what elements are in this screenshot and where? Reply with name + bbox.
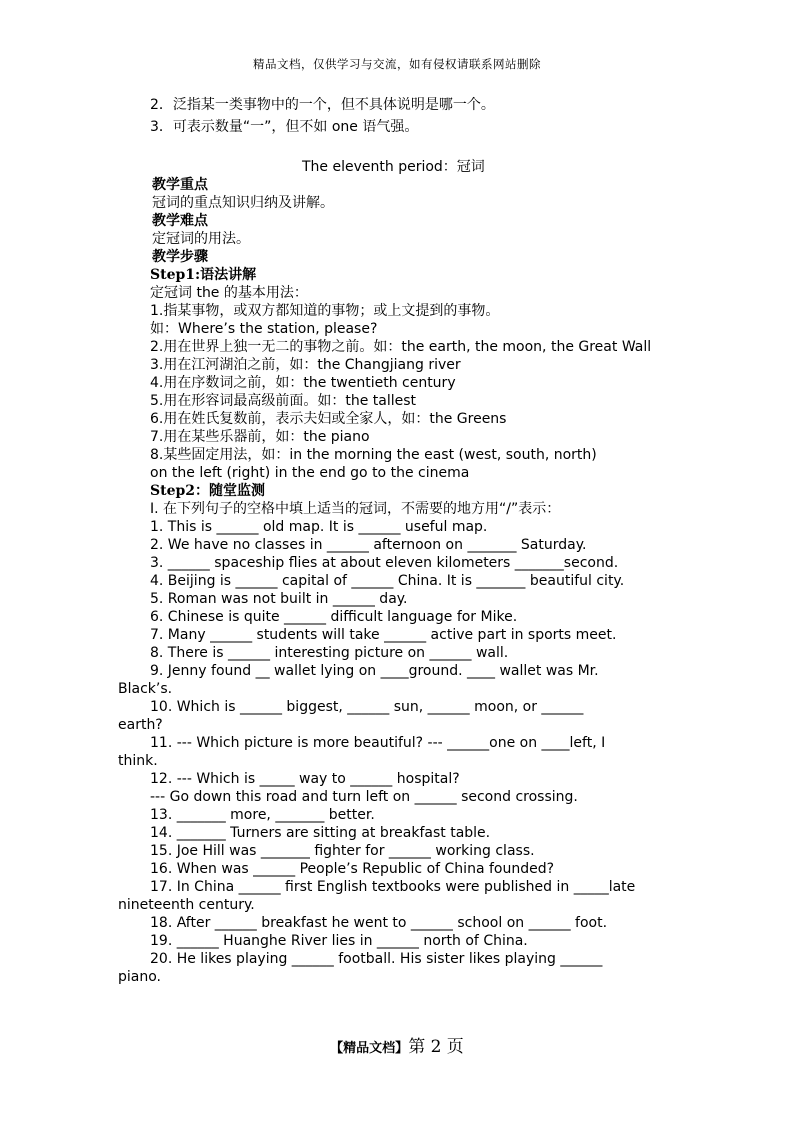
exercise-line: Black’s. bbox=[118, 681, 173, 697]
focus-text: 冠词的重点知识归纳及讲解。 bbox=[152, 195, 334, 211]
exercise-line: piano. bbox=[118, 969, 161, 985]
step1-line: 4.用在序数词之前，如：the twentieth century bbox=[150, 375, 456, 391]
exercise-line: 15. Joe Hill was _______ fighter for ______ working class. bbox=[150, 843, 535, 859]
exercise-line: 6. Chinese is quite ______ difficult language for Mike. bbox=[150, 609, 518, 625]
exercise-line: 14. _______ Turners are sitting at breakfast table. bbox=[150, 825, 491, 841]
exercise-line: 11. --- Which picture is more beautiful? --- ______one on ____left, I bbox=[150, 735, 606, 751]
step1-heading: Step1:语法讲解 bbox=[150, 267, 257, 283]
step1-line: 2.用在世界上独一无二的事物之前。如：the earth, the moon, the Great Wall bbox=[150, 339, 652, 355]
step1-line: on the left (right) in the end go to the cinema bbox=[150, 465, 470, 481]
exercise-line: earth? bbox=[118, 717, 163, 733]
exercise-line: 2. We have no classes in ______ afternoon on _______ Saturday. bbox=[150, 537, 587, 553]
exercise-line: 16. When was ______ People’s Republic of China founded? bbox=[150, 861, 555, 877]
exercise-line: 4. Beijing is ______ capital of ______ China. It is _______ beautiful city. bbox=[150, 573, 625, 589]
intro-line: 3．可表示数量“一”，但不如 one 语气强。 bbox=[150, 119, 419, 135]
focus-heading: 教学重点 bbox=[152, 177, 208, 193]
steps-heading: 教学步骤 bbox=[152, 249, 208, 265]
step1-line: 定冠词 the 的基本用法： bbox=[150, 285, 308, 301]
step1-line: 如：Where’s the station, please? bbox=[150, 321, 378, 337]
difficulty-heading: 教学难点 bbox=[152, 213, 208, 229]
exercise-line: 18. After ______ breakfast he went to ______ school on ______ foot. bbox=[150, 915, 608, 931]
exercise-line: 10. Which is ______ biggest, ______ sun, ______ moon, or ______ bbox=[150, 699, 584, 715]
exercise-line: 1. This is ______ old map. It is ______ useful map. bbox=[150, 519, 488, 535]
step1-line: 5.用在形容词最高级前面。如：the tallest bbox=[150, 393, 417, 409]
step1-line: 3.用在江河湖泊之前，如：the Changjiang river bbox=[150, 357, 461, 373]
step1-line: 1.指某事物，或双方都知道的事物；或上文提到的事物。 bbox=[150, 303, 500, 319]
step1-line: 7.用在某些乐器前，如：the piano bbox=[150, 429, 370, 445]
period-title: The eleventh period：冠词 bbox=[302, 159, 485, 175]
page-header: 精品文档，仅供学习与交流，如有侵权请联系网站删除 bbox=[253, 57, 541, 71]
exercise-line: 5. Roman was not built in ______ day. bbox=[150, 591, 408, 607]
step1-line: 6.用在姓氏复数前，表示夫妇或全家人，如：the Greens bbox=[150, 411, 507, 427]
exercise-line: 9. Jenny found __ wallet lying on ____ground. ____ wallet was Mr. bbox=[150, 663, 599, 679]
exercise-line: 17. In China ______ first English textbooks were published in _____late bbox=[150, 879, 636, 895]
exercise-line: nineteenth century. bbox=[118, 897, 255, 913]
exercise-line: 3. ______ spaceship flies at about eleven kilometers _______second. bbox=[150, 555, 619, 571]
exercise-line: 7. Many ______ students will take ______ active part in sports meet. bbox=[150, 627, 617, 643]
exercise-line: 19. ______ Huanghe River lies in ______ north of China. bbox=[150, 933, 528, 949]
page-footer bbox=[0, 1032, 794, 1057]
difficulty-text: 定冠词的用法。 bbox=[152, 231, 250, 247]
step1-line: 8.某些固定用法，如：in the morning the east (west, south, north) bbox=[150, 447, 597, 463]
exercise-line: 13. _______ more, _______ better. bbox=[150, 807, 375, 823]
footer-tag: 【精品文档】 bbox=[330, 1041, 409, 1056]
exercise-line: 8. There is ______ interesting picture on ______ wall. bbox=[150, 645, 509, 661]
exercise-line: --- Go down this road and turn left on ______ second crossing. bbox=[150, 789, 578, 805]
page-number: 第 2 页 bbox=[408, 1037, 464, 1057]
exercise-line: think. bbox=[118, 753, 158, 769]
step2-heading: Step2：随堂监测 bbox=[150, 483, 266, 499]
exercise-line: 20. He likes playing ______ football. His sister likes playing ______ bbox=[150, 951, 603, 967]
intro-line: 2．泛指某一类事物中的一个，但不具体说明是哪一个。 bbox=[150, 97, 495, 113]
exercise-instruction: I. 在下列句子的空格中填上适当的冠词，不需要的地方用“/”表示： bbox=[150, 501, 561, 517]
exercise-line: 12. --- Which is _____ way to ______ hospital? bbox=[150, 771, 460, 787]
